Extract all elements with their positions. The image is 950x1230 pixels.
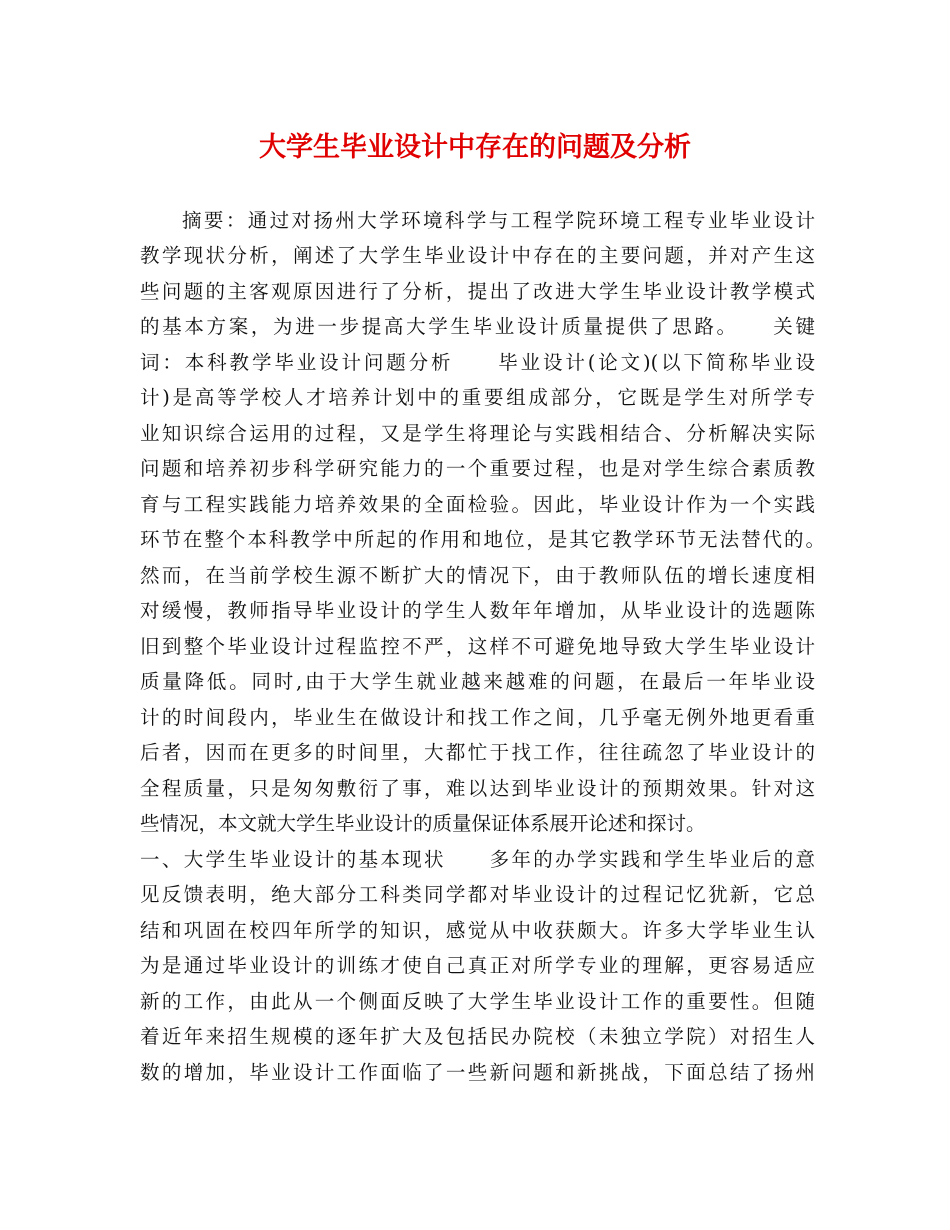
text-line: 结和巩固在校四年所学的知识，感觉从中收获颇大。许多大学毕业生认 [140,919,815,942]
text-line: 些情况，本文就大学生毕业设计的质量保证体系展开论述和探讨。 [140,812,706,835]
text-line: 着近年来招生规模的逐年扩大及包括民办院校（未独立学院）对招生人 [140,1025,815,1048]
text-line: 词：本科教学毕业设计问题分析 毕业设计(论文)(以下简称毕业设 [140,351,815,374]
text-line: 问题和培养初步科学研究能力的一个重要过程，也是对学生综合素质教 [140,457,815,480]
text-line: 些问题的主客观原因进行了分析，提出了改进大学生毕业设计教学模式 [140,280,815,303]
text-line: 业知识综合运用的过程，又是学生将理论与实践相结合、分析解决实际 [140,422,815,445]
text-line: 然而，在当前学校生源不断扩大的情况下，由于教师队伍的增长速度相 [140,564,815,587]
text-line: 育与工程实践能力培养效果的全面检验。因此，毕业设计作为一个实践 [140,493,815,516]
text-line: 计的时间段内，毕业生在做设计和找工作之间，几乎毫无例外地更看重 [140,706,815,729]
text-line: 计)是高等学校人才培养计划中的重要组成部分，它既是学生对所学专 [140,386,815,409]
text-line: 旧到整个毕业设计过程监控不严，这样不可避免地导致大学生毕业设计 [140,635,815,658]
text-line: 对缓慢，教师指导毕业设计的学生人数年年增加，从毕业设计的选题陈 [140,599,815,622]
text-line: 摘要：通过对扬州大学环境科学与工程学院环境工程专业毕业设计 [182,209,815,232]
text-line: 见反馈表明，绝大部分工科类同学都对毕业设计的过程记忆犹新，它总 [140,883,815,906]
text-line: 一、大学生毕业设计的基本现状 多年的办学实践和学生毕业后的意 [140,848,815,871]
text-line: 环节在整个本科教学中所起的作用和地位，是其它教学环节无法替代的。 [140,528,825,551]
text-line: 新的工作，由此从一个侧面反映了大学生毕业设计工作的重要性。但随 [140,990,815,1013]
text-line: 为是通过毕业设计的训练才使自己真正对所学专业的理解，更容易适应 [140,954,815,977]
text-line: 全程质量，只是匆匆敷衍了事，难以达到毕业设计的预期效果。针对这 [140,777,815,800]
text-line: 质量降低。同时,由于大学生就业越来越难的问题，在最后一年毕业设 [140,670,815,693]
text-line: 教学现状分析，阐述了大学生毕业设计中存在的主要问题，并对产生这 [140,244,815,267]
text-line: 的基本方案，为进一步提高大学生毕业设计质量提供了思路。 关键 [140,315,815,338]
text-line: 后者，因而在更多的时间里，大都忙于找工作，往往疏忽了毕业设计的 [140,741,815,764]
document-title: 大学生毕业设计中存在的问题及分析 [259,132,691,163]
text-line: 数的增加，毕业设计工作面临了一些新问题和新挑战，下面总结了扬州 [140,1061,815,1084]
